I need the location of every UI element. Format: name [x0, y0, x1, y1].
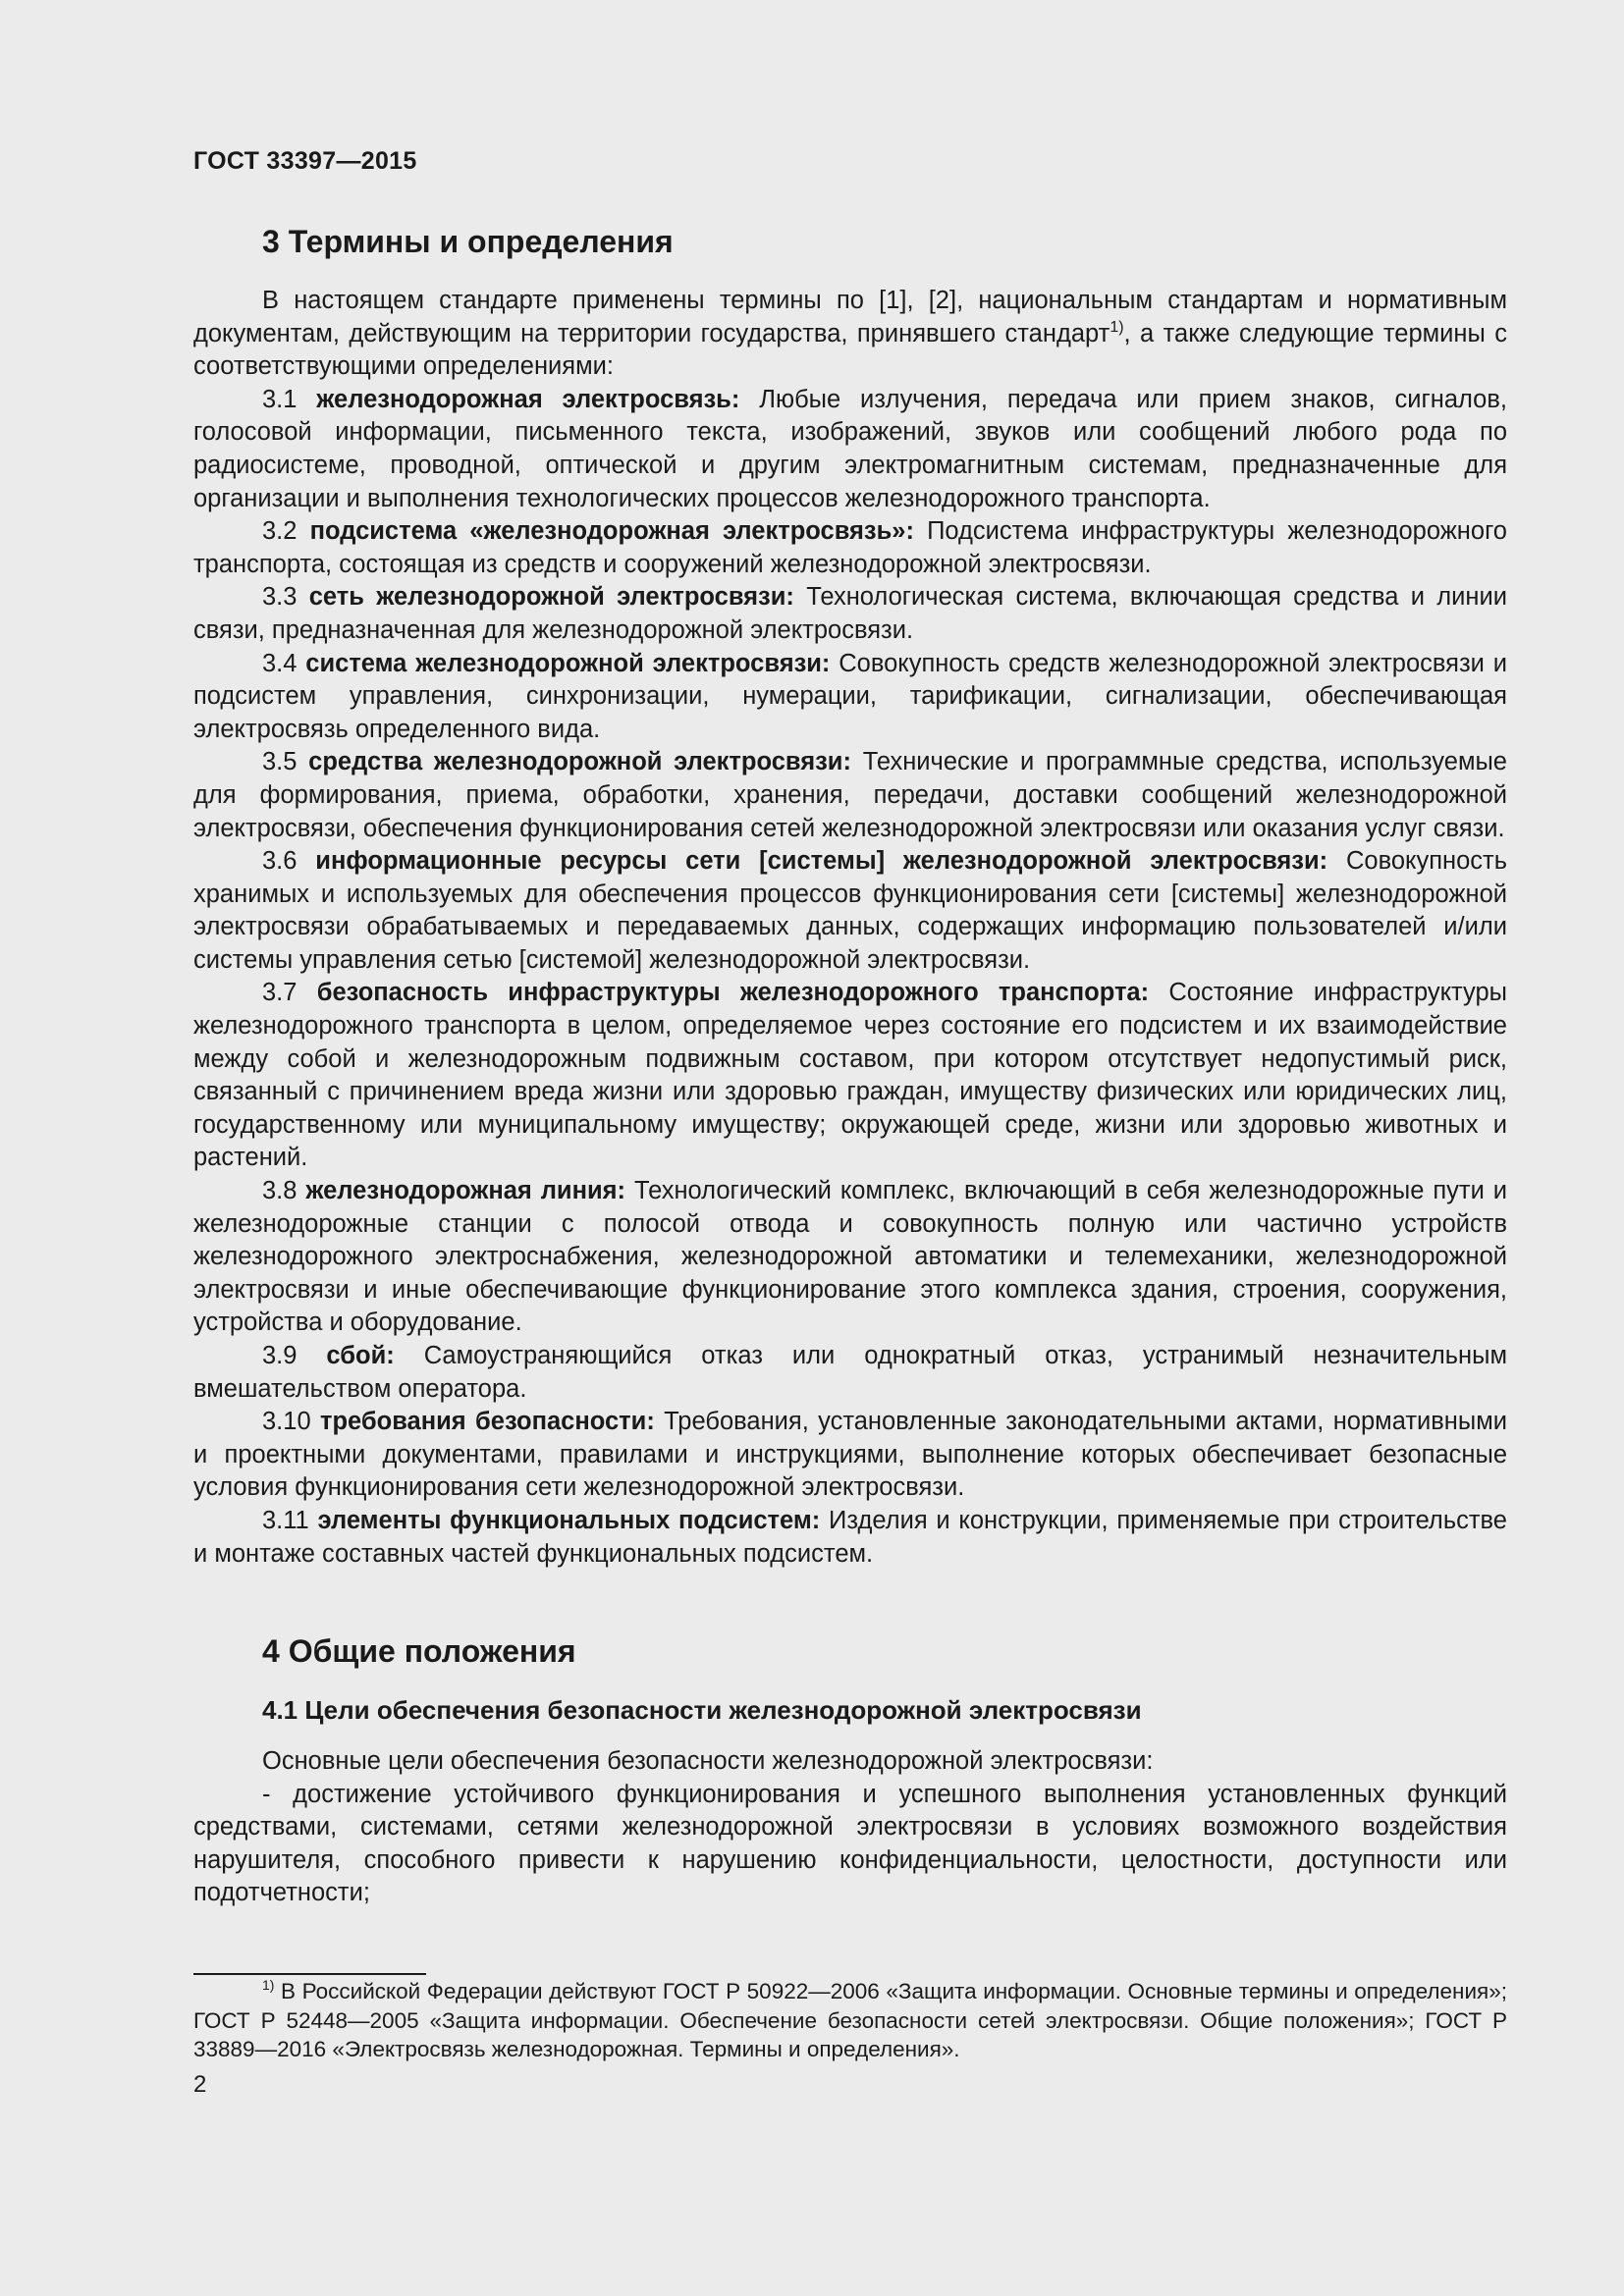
term-definition: Совокупность хранимых и используемых для обеспечения процессов функционирования сети [системы] железнодорожной электросвязи обрабатываемых и передаваемых данных, содержащих информацию пользователей и/или системы управления сетью [системой] железнодорожной электросвязи. — [193, 847, 1507, 974]
term-name: система железнодорожной электросвязи: — [305, 649, 831, 677]
term-item — [193, 977, 1507, 1175]
section-4-1-lead: Основные цели обеспечения безопасности железнодорожной электросвязи: — [262, 1747, 1154, 1775]
term-number: 3.10 — [262, 1408, 311, 1436]
term-item — [193, 581, 1507, 647]
term-name: средства железнодорожной электросвязи: — [308, 748, 851, 776]
term-name: сбой: — [326, 1342, 395, 1369]
term-number: 3.7 — [262, 979, 298, 1007]
section-4-title: 4 Общие положения — [262, 1633, 576, 1669]
term-definition: Совокупность средств железнодорожной электросвязи и подсистем управления, синхронизации, нумерации, тарификации, сигнализации, обеспечивающая электросвязь определенного вида. — [193, 649, 1507, 743]
section-3-intro: В настоящем стандарте применены термины по [1], [2], национальным стандартам и нормативным документам, действующим на территории государства, принявшего стандарт$^{1)}$, а также следующие термины с соответствующими определениями: — [193, 287, 1507, 381]
term-item — [193, 746, 1507, 845]
term-name: информационные ресурсы сети [системы] железнодорожной электросвязи: — [315, 847, 1328, 876]
term-item — [193, 1505, 1507, 1571]
footnote — [193, 1977, 1507, 2064]
footnote-divider — [193, 1973, 426, 1975]
section-4-1-bullet: - достижение устойчивого функционирования и успешного выполнения установленных функций средствами, системами, сетями железнодорожной электросвязи в условиях возможного воздействия нарушителя, способного привести к нарушению конфиденциальности, целостности, доступности или подотчетности; — [193, 1780, 1507, 1907]
section-3-body — [193, 285, 1507, 1571]
term-number: 3.8 — [262, 1177, 298, 1205]
term-name: элементы функциональных подсистем: — [317, 1506, 821, 1534]
section-3-title: 3 Термины и определения — [262, 224, 674, 259]
section-4-1-title: 4.1 Цели обеспечения безопасности железнодорожной электросвязи — [262, 1695, 1142, 1725]
term-item — [193, 515, 1507, 581]
term-definition: Технологическая система, включающая средства и линии связи, предназначенная для железнодорожной электросвязи. — [193, 583, 1507, 644]
term-item — [193, 1406, 1507, 1505]
term-item — [193, 1175, 1507, 1340]
document-code: ГОСТ 33397—2015 — [193, 147, 417, 175]
footnote-mark: 1) — [262, 1977, 275, 1993]
term-definition: Требования, установленные законодательными актами, нормативными и проектными документами, правилами и инструкциями, выполнение которых обеспечивает безопасные условия функционирования сети железнодорожной электросвязи. — [193, 1408, 1507, 1502]
term-number: 3.3 — [262, 583, 298, 612]
term-name: безопасность инфраструктуры железнодорожного транспорта: — [316, 979, 1150, 1007]
term-number: 3.1 — [262, 385, 298, 413]
term-number: 3.5 — [262, 748, 298, 776]
term-name: требования безопасности: — [319, 1408, 655, 1436]
term-definition: Самоустраняющийся отказ или однократный отказ, устранимый незначительным вмешательством оператора. — [193, 1342, 1507, 1403]
term-item — [193, 1340, 1507, 1406]
page-number: 2 — [193, 2071, 207, 2098]
section-4-1-body — [193, 1745, 1507, 1910]
term-number: 3.6 — [262, 847, 298, 876]
term-item — [193, 845, 1507, 977]
term-name: сеть железнодорожной электросвязи: — [308, 583, 794, 612]
terms-list — [193, 384, 1507, 1571]
footnote-text: В Российской Федерации действуют ГОСТ Р 50922—2006 «Защита информации. Основные термины и определения»; ГОСТ Р 52448—2005 «Защита информации. Обеспечение безопасности сетей электросвязи. Общие положения»; ГОСТ Р 33889—2016 «Электросвязь железнодорожная. Термины и определения». — [193, 1979, 1507, 2061]
term-number: 3.4 — [262, 649, 298, 677]
term-name: подсистема «железнодорожная электросвязь»: — [309, 517, 914, 546]
term-definition: Технические и программные средства, используемые для формирования, приема, обработки, хранения, передачи, доставки сообщений железнодорожной электросвязи, обеспечения функционирования сетей железнодорожной электросвязи или оказания услуг связи. — [193, 748, 1507, 842]
term-definition: Изделия и конструкции, применяемые при строительстве и монтаже составных частей функциональных подсистем. — [193, 1506, 1507, 1568]
term-number: 3.11 — [262, 1506, 309, 1534]
term-name: железнодорожная линия: — [305, 1177, 626, 1205]
term-number: 3.2 — [262, 517, 298, 546]
term-definition: Любые излучения, передача или прием знаков, сигналов, голосовой информации, письменного текста, изображений, звуков или сообщений любого рода по радиосистеме, проводной, оптической и другим электромагнитным системам, предназначенные для организации и выполнения технологических процессов железнодорожного транспорта. — [193, 385, 1507, 512]
footnote-ref: 1) — [1110, 318, 1124, 336]
term-name: железнодорожная электросвязь: — [316, 385, 740, 413]
term-item — [193, 648, 1507, 747]
term-definition: Подсистема инфраструктуры железнодорожного транспорта, состоящая из средств и сооружений железнодорожной электросвязи. — [193, 517, 1507, 578]
term-definition: Технологический комплекс, включающий в себя железнодорожные пути и железнодорожные станции с полосой отвода и совокупность полную или частично устройств железнодорожного электроснабжения, железнодорожной автоматики и телемеханики, железнодорожной электросвязи и иные обеспечивающие функционирование этого комплекса здания, строения, сооружения, устройства и оборудование. — [193, 1177, 1507, 1337]
term-number: 3.9 — [262, 1342, 298, 1369]
term-definition: Состояние инфраструктуры железнодорожного транспорта в целом, определяемое через состояние его подсистем и их взаимодействие между собой и железнодорожным подвижным составом, при котором отсутствует недопустимый риск, связанный с причинением вреда жизни или здоровью граждан, имуществу физических или юридических лиц, государственному или муниципальному имуществу; окружающей среде, жизни или здоровью животных и растений. — [193, 979, 1507, 1172]
term-item — [193, 384, 1507, 515]
